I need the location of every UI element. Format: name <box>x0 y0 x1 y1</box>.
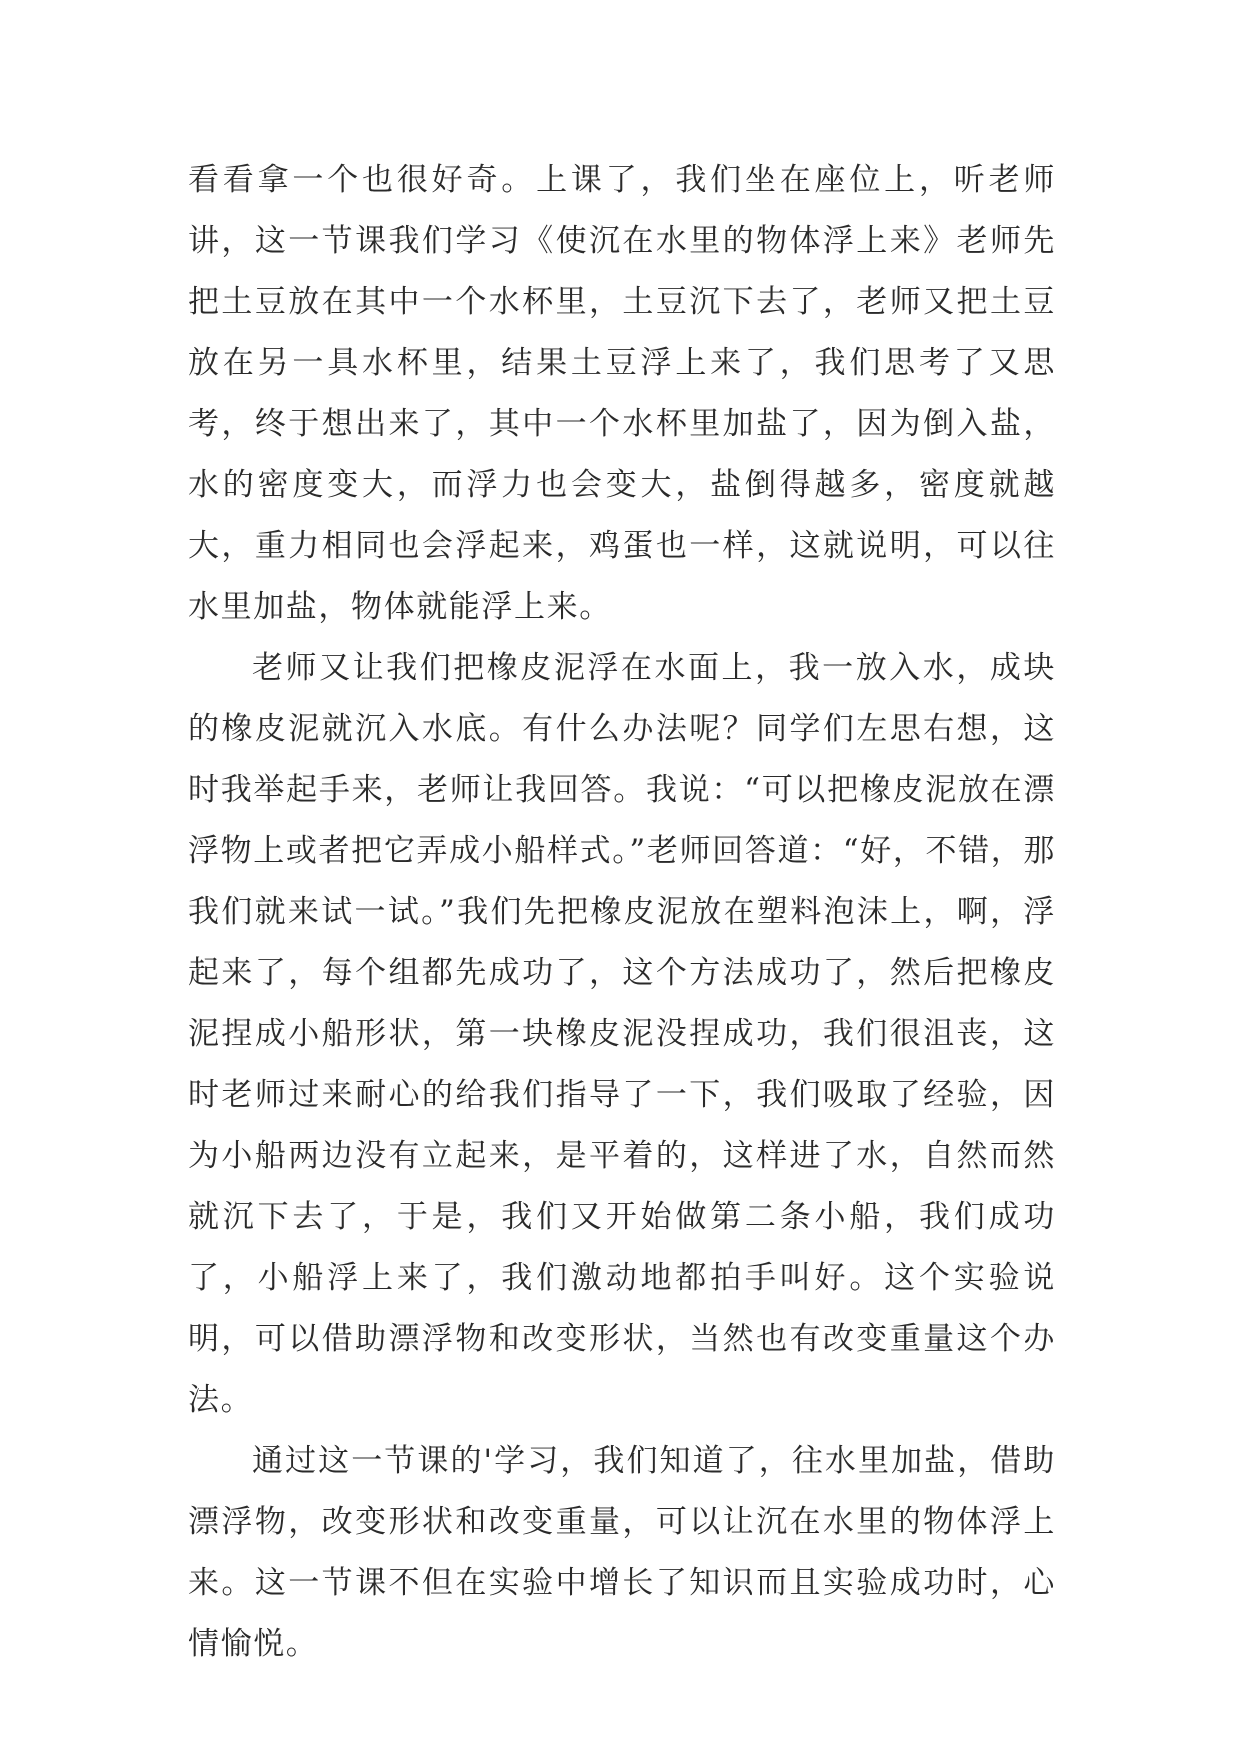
paragraph-2: 老师又让我们把橡皮泥浮在水面上，我一放入水，成块的橡皮泥就沉入水底。有什么办法呢？同学们左思右想，这时我举起手来，老师让我回答。我说：“可以把橡皮泥放在漂浮物上或者把它弄成小船样式。”老师回答道：“好，不错，那我们就来试一试。”我们先把橡皮泥放在塑料泡沫上，啊，浮起来了，每个组都先成功了，这个方法成功了，然后把橡皮泥捏成小船形状，第一块橡皮泥没捏成功，我们很沮丧，这时老师过来耐心的给我们指导了一下，我们吸取了经验，因为小船两边没有立起来，是平着的，这样进了水，自然而然就沉下去了，于是，我们又开始做第二条小船，我们成功了，小船浮上来了，我们激动地都拍手叫好。这个实验说明，可以借助漂浮物和改变形状，当然也有改变重量这个办法。 <box>188 650 1056 1418</box>
paragraph-1: 看看拿一个也很好奇。上课了，我们坐在座位上，听老师讲，这一节课我们学习《使沉在水里的物体浮上来》老师先把土豆放在其中一个水杯里，土豆沉下去了，老师又把土豆放在另一具水杯里，结果土豆浮上来了，我们思考了又思考，终于想出来了，其中一个水杯里加盐了，因为倒入盐，水的密度变大，而浮力也会变大，盐倒得越多，密度就越大，重力相同也会浮起来，鸡蛋也一样，这就说明，可以往水里加盐，物体就能浮上来。 <box>188 162 1056 625</box>
paragraph-3: 通过这一节课的'学习，我们知道了，往水里加盐，借助漂浮物，改变形状和改变重量，可以让沉在水里的物体浮上来。这一节课不但在实验中增长了知识而且实验成功时，心情愉悦。 <box>188 1443 1056 1662</box>
document-body <box>188 150 1056 1675</box>
